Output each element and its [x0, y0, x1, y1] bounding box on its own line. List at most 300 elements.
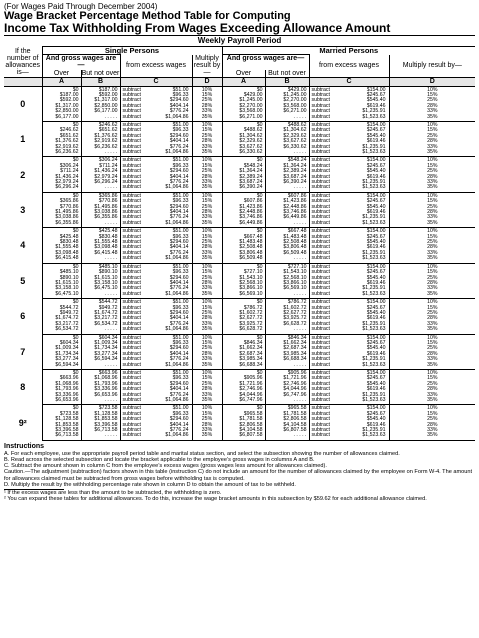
married-butnot-value: $1,721.96	[265, 376, 309, 381]
single-over-value: $2,850.00	[55, 108, 79, 115]
married-butnot-value: $1,364.24	[265, 164, 309, 169]
married-rate-value: 35%	[389, 327, 475, 334]
subtract-amount: $404.14	[169, 421, 189, 428]
subtract-amount: $404.14	[169, 102, 189, 109]
married-butnot-value: $786.72	[265, 299, 309, 306]
single-butnot-value: $1,495.86	[81, 205, 120, 210]
single-butnot-value: $6,296.24	[81, 180, 120, 185]
married-rate-value: 35%	[389, 115, 475, 122]
married-butnot-value: . . . . .	[265, 327, 309, 334]
instructions	[4, 443, 475, 503]
married-over-header: Over	[222, 70, 265, 78]
subtract-amount: $154.00	[366, 86, 386, 93]
subtract-amount: $404.14	[169, 279, 189, 286]
subtract-amount: $96.33	[172, 269, 189, 276]
subtract-word: subtract	[311, 97, 330, 104]
subtract-word: subtract	[311, 162, 330, 169]
single-rate-value: 10%	[192, 334, 222, 341]
single-over-value: $3,396.58	[55, 427, 79, 434]
subtract-amount: $619.46	[366, 421, 386, 428]
single-subtract-cell	[120, 292, 192, 299]
single-butnot-value: $1,376.62	[81, 134, 120, 139]
married-rate-value: 10%	[389, 263, 475, 270]
subtract-amount: $51.00	[172, 299, 189, 306]
single-butnot-value: $2,919.62	[81, 139, 120, 144]
single-subtract-cell	[120, 185, 192, 192]
single-over-value: $1,793.96	[55, 386, 79, 393]
subtract-word: subtract	[311, 421, 330, 428]
subtract-amount: $294.60	[169, 309, 189, 316]
subtract-word: subtract	[311, 309, 330, 316]
married-over-value: $4,104.58	[222, 428, 265, 433]
single-over-value: $3,217.72	[55, 320, 79, 327]
married-butnot-value: $4,104.58	[265, 423, 309, 428]
allowances-count: 1	[4, 121, 42, 156]
married-subtract-cell	[309, 256, 389, 263]
subtract-amount: $619.46	[366, 350, 386, 357]
married-over-value: $667.48	[222, 235, 265, 240]
single-butnot-value: $2,850.00	[81, 104, 120, 109]
single-rate-value: 15%	[192, 270, 222, 275]
single-butnot-value: $246.62	[81, 121, 120, 128]
single-butnot-value: $1,317.00	[81, 98, 120, 103]
subtract-word: subtract	[122, 370, 141, 376]
subtract-word: subtract	[311, 249, 330, 256]
subtract-amount: $1,064.86	[165, 148, 189, 155]
subtract-amount: $294.60	[169, 97, 189, 104]
married-over-value: $2,270.00	[222, 104, 265, 109]
subtract-amount: $245.67	[366, 304, 386, 311]
subtract-amount: $1,523.63	[362, 290, 386, 297]
single-over-value: $6,415.48	[42, 256, 81, 263]
single-over-value: $6,177.00	[42, 115, 81, 122]
subtract-amount: $294.60	[169, 345, 189, 352]
subtract-word: subtract	[311, 370, 330, 376]
subtract-word: subtract	[122, 380, 141, 387]
subtract-word: subtract	[311, 290, 330, 297]
married-over-value: $1,304.62	[222, 134, 265, 139]
married-butnot-value: . . . . .	[265, 256, 309, 263]
married-rate-value: 15%	[389, 376, 475, 381]
single-subtract-cell	[120, 115, 192, 122]
married-butnot-value: $905.96	[265, 370, 309, 377]
subtract-amount: $545.40	[366, 97, 386, 104]
single-butnot-value: $3,038.86	[81, 210, 120, 215]
subtract-word: subtract	[122, 239, 141, 246]
subtract-word: subtract	[122, 209, 141, 216]
col-letter-b: B	[265, 77, 309, 86]
table-body	[4, 86, 475, 440]
married-over-value: $786.72	[222, 306, 265, 311]
instruction-a: A. For each employee, use the appropriate payroll period table and marital status section, and select the subsection showing the number of allowances claimed.	[4, 450, 400, 457]
subtract-amount: $545.40	[366, 203, 386, 210]
single-rate-value: 28%	[192, 281, 222, 286]
single-over-value: $1,128.58	[55, 416, 79, 423]
subtract-word: subtract	[311, 121, 330, 128]
allowances-count: 6	[4, 299, 42, 334]
single-subtract-cell	[120, 221, 192, 228]
married-over-value: $3,568.00	[222, 109, 265, 114]
subtract-word: subtract	[311, 274, 330, 281]
subtract-amount: $1,523.63	[362, 361, 386, 368]
married-subtract-cell	[309, 398, 389, 405]
table-row	[4, 115, 475, 122]
subtract-word: subtract	[311, 179, 330, 185]
subtract-amount: $776.24	[169, 391, 189, 398]
subtract-amount: $619.46	[366, 173, 386, 180]
single-rate-value: 10%	[192, 86, 222, 93]
married-over-value: $1,423.86	[222, 205, 265, 210]
married-over-value: $6,747.96	[222, 398, 265, 405]
married-rate-value: 25%	[389, 346, 475, 351]
married-butnot-value: $3,746.86	[265, 210, 309, 215]
married-rate-value: 15%	[389, 164, 475, 169]
payroll-period-heading: Weekly Payroll Period	[4, 36, 475, 47]
subtract-word: subtract	[311, 157, 330, 164]
subtract-word: subtract	[122, 148, 141, 155]
single-multiply-header: Multiply result by—	[193, 55, 221, 76]
subtract-word: subtract	[122, 91, 141, 98]
single-rate-value: 35%	[192, 221, 222, 228]
subtract-amount: $51.00	[172, 157, 189, 164]
married-rate-value: 15%	[389, 93, 475, 98]
subtract-amount: $96.33	[172, 127, 189, 134]
subtract-word: subtract	[122, 203, 141, 210]
allowances-count: 4	[4, 228, 42, 263]
married-butnot-value: $1,781.58	[265, 412, 309, 417]
subtract-amount: $294.60	[169, 380, 189, 387]
single-rate-value: 15%	[192, 306, 222, 311]
subtract-amount: $776.24	[169, 179, 189, 185]
married-rate-value: 28%	[389, 423, 475, 428]
subtract-amount: $545.40	[366, 345, 386, 352]
subtract-amount: $154.00	[366, 157, 386, 164]
married-butnot-value: . . . . .	[265, 185, 309, 192]
subtract-word: subtract	[122, 219, 141, 226]
single-butnot-value: $1,128.58	[81, 412, 120, 417]
single-over-value: $6,594.34	[42, 363, 81, 370]
single-over-value: $663.96	[59, 375, 79, 382]
married-butnot-value: $667.48	[265, 228, 309, 235]
subtract-word: subtract	[122, 127, 141, 134]
single-rate-value: 33%	[192, 286, 222, 291]
single-rate-value: 33%	[192, 428, 222, 433]
married-over-value: $727.10	[222, 270, 265, 275]
married-butnot-value: $846.34	[265, 334, 309, 341]
subtract-amount: $1,064.86	[165, 219, 189, 226]
married-over-value: $0	[222, 405, 265, 412]
subtract-amount: $245.67	[366, 339, 386, 346]
married-over-value: $2,389.24	[222, 175, 265, 180]
subtract-word: subtract	[122, 421, 141, 428]
married-over-value: $905.96	[222, 376, 265, 381]
single-butnot-value: $6,355.86	[81, 215, 120, 220]
subtract-amount: $294.60	[169, 132, 189, 139]
single-butnot-value: $6,475.10	[81, 286, 120, 291]
single-rate-value: 25%	[192, 417, 222, 422]
allowances-count: 7	[4, 334, 42, 369]
subtract-word: subtract	[311, 432, 330, 439]
subtract-word: subtract	[122, 184, 141, 191]
married-butnot-value: $2,568.10	[265, 276, 309, 281]
subtract-amount: $245.67	[366, 127, 386, 134]
col-letter-a: A	[42, 77, 81, 86]
subtract-word: subtract	[122, 269, 141, 276]
single-rate-value: 15%	[192, 235, 222, 240]
married-butnot-value: $2,746.96	[265, 382, 309, 387]
single-butnot-value: $3,098.48	[81, 245, 120, 250]
subtract-word: subtract	[311, 91, 330, 98]
subtract-amount: $96.33	[172, 339, 189, 346]
subtract-word: subtract	[311, 168, 330, 175]
single-rate-value: 28%	[192, 423, 222, 428]
single-over-value: $306.24	[59, 162, 79, 169]
single-rate-value: 28%	[192, 352, 222, 357]
married-butnot-value: $4,044.96	[265, 387, 309, 392]
married-butnot-value: $429.00	[265, 86, 309, 93]
married-butnot-value: $2,687.34	[265, 346, 309, 351]
subtract-word: subtract	[122, 198, 141, 205]
married-rate-value: 15%	[389, 199, 475, 204]
married-rate-value: 35%	[389, 256, 475, 263]
subtract-word: subtract	[311, 269, 330, 276]
subtract-amount: $545.40	[366, 239, 386, 246]
married-subtract-cell	[309, 115, 389, 122]
subtract-amount: $1,235.91	[362, 249, 386, 256]
single-over-value: $6,355.86	[42, 221, 81, 228]
subtract-amount: $1,235.91	[362, 285, 386, 292]
married-over-value: $0	[222, 228, 265, 235]
single-rate-value: 25%	[192, 276, 222, 281]
married-rate-value: 28%	[389, 210, 475, 215]
single-butnot-value: $2,979.24	[81, 175, 120, 180]
subtract-word: subtract	[122, 326, 141, 333]
subtract-word: subtract	[122, 309, 141, 316]
subtract-word: subtract	[311, 127, 330, 134]
single-rate-value: 25%	[192, 311, 222, 316]
married-over-value: $2,448.86	[222, 210, 265, 215]
single-butnot-value: $890.10	[81, 270, 120, 275]
married-over-value: $3,627.62	[222, 145, 265, 150]
subtract-word: subtract	[122, 249, 141, 256]
married-butnot-value: $2,329.62	[265, 134, 309, 139]
single-over-value: $0	[72, 405, 79, 412]
allowances-count: 9²	[4, 405, 42, 440]
subtract-amount: $51.00	[172, 228, 189, 235]
subtract-amount: $1,235.91	[362, 214, 386, 221]
single-rate-value: 25%	[192, 240, 222, 245]
subtract-amount: $545.40	[366, 132, 386, 139]
single-rate-value: 33%	[192, 393, 222, 398]
col-letter-a: A	[222, 77, 265, 86]
single-butnot-value: $1,853.58	[81, 417, 120, 422]
single-butnot-header: But not over	[81, 69, 120, 77]
subtract-word: subtract	[122, 320, 141, 327]
married-butnot-value: $6,747.96	[265, 393, 309, 398]
single-over-value: $1,674.72	[55, 315, 79, 322]
single-butnot-value: $1,436.24	[81, 169, 120, 174]
married-butnot-value: $6,330.62	[265, 145, 309, 150]
married-rate-value: 10%	[389, 121, 475, 128]
table-row	[4, 221, 475, 228]
subtract-word: subtract	[122, 361, 141, 368]
single-rate-value: 10%	[192, 405, 222, 412]
married-rate-value: 28%	[389, 387, 475, 392]
married-multiply-header: Multiply result by—	[389, 55, 475, 78]
single-rate-value: 25%	[192, 169, 222, 174]
table-title-line1: Wage Bracket Percentage Method Table for Computing	[4, 10, 291, 22]
single-butnot-value: $1,734.34	[81, 346, 120, 351]
married-over-value: $2,508.48	[222, 245, 265, 250]
married-over-value: $4,044.96	[222, 393, 265, 398]
single-rate-value: 33%	[192, 251, 222, 256]
married-rate-value: 15%	[389, 412, 475, 417]
married-butnot-value: . . . . .	[265, 221, 309, 228]
table-subtitle: (For Wages Paid Through December 2004)	[4, 2, 158, 11]
married-subtract-header: from excess wages	[309, 55, 389, 78]
married-over-value: $0	[222, 299, 265, 306]
married-subtract-cell	[309, 433, 389, 440]
married-rate-value: 10%	[389, 405, 475, 412]
allowances-count: 0	[4, 86, 42, 121]
married-butnot-value: $6,449.86	[265, 215, 309, 220]
married-rate-value: 33%	[389, 428, 475, 433]
single-rate-value: 33%	[192, 180, 222, 185]
table-row	[4, 150, 475, 157]
single-subtract-cell	[120, 256, 192, 263]
subtract-amount: $245.67	[366, 198, 386, 205]
subtract-amount: $404.14	[169, 244, 189, 251]
married-rate-value: 33%	[389, 215, 475, 220]
single-butnot-value: $365.86	[81, 192, 120, 199]
subtract-amount: $776.24	[169, 285, 189, 292]
footnote-1: ¹ If the excess wages are less than the amount to be subtracted, the withholding is zero.	[4, 490, 222, 497]
married-rate-value: 35%	[389, 221, 475, 228]
subtract-amount: $51.00	[172, 334, 189, 341]
subtract-word: subtract	[311, 427, 330, 434]
single-gross-wages-header: And gross wages are—	[42, 55, 120, 70]
subtract-amount: $776.24	[169, 249, 189, 256]
subtract-word: subtract	[122, 315, 141, 322]
subtract-amount: $245.67	[366, 410, 386, 417]
subtract-word: subtract	[122, 386, 141, 393]
subtract-word: subtract	[311, 132, 330, 139]
single-rate-value: 10%	[192, 299, 222, 306]
single-rate-value: 35%	[192, 327, 222, 334]
col-letter-b: B	[81, 77, 120, 86]
single-butnot-value: . . . . .	[81, 398, 120, 405]
subtract-amount: $96.33	[172, 198, 189, 205]
single-over-value: $0	[72, 228, 79, 235]
married-butnot-value: . . . . .	[265, 292, 309, 299]
single-butnot-value: . . . . .	[81, 363, 120, 370]
married-butnot-value: $6,807.58	[265, 428, 309, 433]
single-over-value: $1,615.10	[55, 279, 79, 286]
single-over-value: $0	[72, 370, 79, 376]
subtract-word: subtract	[311, 219, 330, 226]
single-rate-value: 35%	[192, 292, 222, 299]
single-butnot-value: $1,674.72	[81, 311, 120, 316]
subtract-amount: $154.00	[366, 228, 386, 235]
married-subtract-cell	[309, 292, 389, 299]
married-rate-value: 35%	[389, 398, 475, 405]
married-over-value: $6,569.10	[222, 292, 265, 299]
subtract-amount: $294.60	[169, 239, 189, 246]
married-over-value: $6,390.24	[222, 185, 265, 192]
married-rate-value: 33%	[389, 109, 475, 114]
subtract-amount: $51.00	[172, 405, 189, 412]
married-over-value: $2,627.72	[222, 316, 265, 321]
subtract-word: subtract	[311, 391, 330, 398]
subtract-amount: $1,523.63	[362, 255, 386, 262]
single-rate-value: 28%	[192, 210, 222, 215]
married-rate-value: 33%	[389, 251, 475, 256]
married-over-value: $6,628.72	[222, 327, 265, 334]
subtract-word: subtract	[122, 299, 141, 306]
single-butnot-value: $6,713.58	[81, 428, 120, 433]
subtract-word: subtract	[311, 263, 330, 270]
married-over-value: $548.24	[222, 164, 265, 169]
single-over-value: $6,296.24	[42, 185, 81, 192]
single-butnot-value: $711.24	[81, 164, 120, 169]
single-subtract-cell	[120, 433, 192, 440]
subtract-amount: $154.00	[366, 334, 386, 341]
subtract-word: subtract	[311, 320, 330, 327]
married-butnot-value: $1,245.00	[265, 93, 309, 98]
single-over-value: $0	[72, 157, 79, 164]
subtract-amount: $776.24	[169, 320, 189, 327]
single-over-value: $949.72	[59, 309, 79, 316]
subtract-word: subtract	[311, 386, 330, 393]
single-butnot-value: $1,555.48	[81, 240, 120, 245]
married-rate-value: 10%	[389, 299, 475, 306]
married-butnot-value: $548.24	[265, 157, 309, 164]
subtract-word: subtract	[311, 315, 330, 322]
married-over-value: $1,245.00	[222, 98, 265, 103]
single-rate-value: 10%	[192, 263, 222, 270]
married-butnot-value: $488.62	[265, 121, 309, 128]
subtract-amount: $776.24	[169, 427, 189, 434]
single-rate-value: 35%	[192, 115, 222, 122]
subtract-amount: $1,064.86	[165, 290, 189, 297]
married-rate-value: 33%	[389, 180, 475, 185]
single-butnot-value: . . . . .	[81, 185, 120, 192]
married-butnot-value: . . . . .	[265, 115, 309, 122]
married-rate-value: 25%	[389, 276, 475, 281]
single-over-value: $544.72	[59, 304, 79, 311]
single-butnot-value: $1,615.10	[81, 276, 120, 281]
married-subtract-cell	[309, 327, 389, 334]
married-butnot-value: $1,602.72	[265, 306, 309, 311]
subtract-word: subtract	[122, 214, 141, 221]
married-butnot-value: $2,806.58	[265, 417, 309, 422]
subtract-word: subtract	[122, 397, 141, 404]
married-butnot-value: $1,304.62	[265, 128, 309, 133]
table-row	[4, 363, 475, 370]
married-subtract-cell	[309, 221, 389, 228]
married-butnot-value: $1,543.10	[265, 270, 309, 275]
allowances-count: 2	[4, 157, 42, 192]
subtract-amount: $404.14	[169, 173, 189, 180]
married-over-value: $1,781.58	[222, 417, 265, 422]
single-rate-value: 15%	[192, 164, 222, 169]
subtract-amount: $619.46	[366, 244, 386, 251]
subtract-word: subtract	[122, 233, 141, 240]
subtract-word: subtract	[122, 375, 141, 382]
married-subtract-cell	[309, 185, 389, 192]
withholding-table	[4, 35, 475, 441]
single-over-value: $6,475.10	[42, 292, 81, 299]
